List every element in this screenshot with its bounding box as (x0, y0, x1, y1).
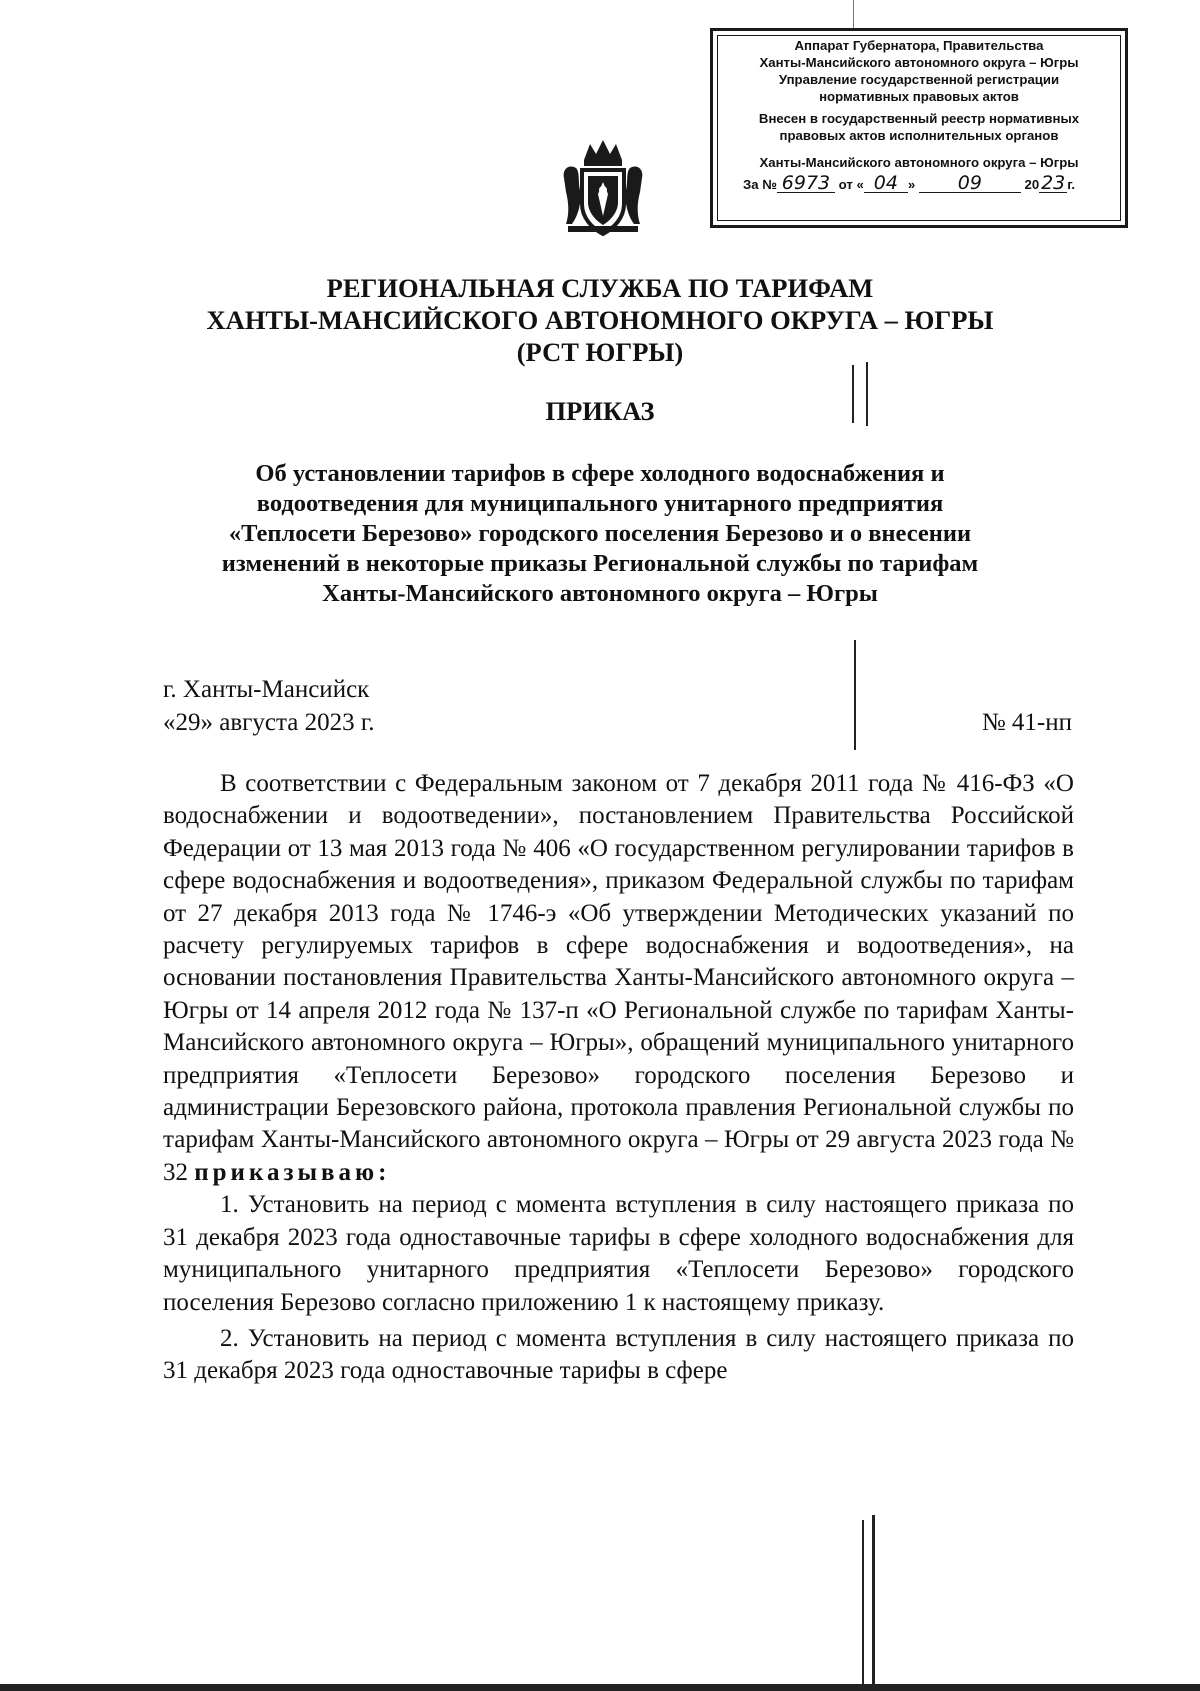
subject-line: Ханты-Мансийского автономного округа – Югры (322, 580, 878, 607)
scan-artifact-line (862, 1520, 864, 1690)
org-short-name: (РСТ ЮГРЫ) (516, 337, 684, 367)
preamble-paragraph (163, 768, 1074, 1189)
stamp-year-prefix: 20 (1024, 177, 1040, 192)
order-item-1: 1. Установить на период с момента вступления в силу настоящего приказа по 31 декабря 2023 года одноставочные тарифы в сфере холодного водоснабжения для муниципального унитарного предприятия «Теплосети Березово» городского поселения Березово согласно приложению 1 к настоящему приказу. (163, 1191, 1074, 1316)
registration-stamp (710, 28, 1128, 228)
stamp-reg-number: 6973 (777, 175, 835, 193)
scan-artifact-line (872, 1515, 875, 1691)
stamp-year-suffix: 23 (1041, 172, 1066, 194)
order-subject (0, 459, 1200, 609)
order-word: приказываю: (194, 1158, 391, 1186)
stamp-registration-line (713, 172, 1125, 194)
stamp-month: 09 (919, 175, 1021, 193)
stamp-text: нормативных правовых актов (819, 89, 1019, 104)
stamp-text: Ханты-Мансийского автономного округа – Югры (759, 55, 1079, 70)
document-type-title: ПРИКАЗ (545, 396, 655, 426)
scan-artifact-line (854, 640, 856, 750)
stamp-year-end: г. (1067, 177, 1076, 192)
issue-date: «29» августа 2023 г. (163, 709, 375, 736)
scan-artifact-line (853, 0, 854, 28)
organization-header (0, 272, 1200, 368)
stamp-text: правовых актов исполнительных органов (779, 128, 1059, 143)
org-name-line: РЕГИОНАЛЬНАЯ СЛУЖБА ПО ТАРИФАМ (326, 273, 874, 303)
stamp-reg-prefix: За № (743, 177, 777, 192)
org-name-line: ХАНТЫ-МАНСИЙСКОГО АВТОНОМНОГО ОКРУГА – ЮГРЫ (206, 305, 994, 335)
order-body (163, 768, 1074, 1388)
stamp-text: Ханты-Мансийского автономного округа – Югры (759, 155, 1079, 170)
scan-bottom-edge (0, 1684, 1200, 1691)
stamp-text: Внесен в государственный реестр нормативных (758, 111, 1080, 126)
subject-line: «Теплосети Березово» городского поселения Березово и о внесении (228, 520, 972, 547)
stamp-from-label: от « (838, 177, 864, 192)
stamp-text: Аппарат Губернатора, Правительства (794, 38, 1044, 53)
issue-place: г. Ханты-Мансийск (163, 676, 370, 703)
subject-line: изменений в некоторые приказы Региональной службы по тарифам (221, 550, 979, 577)
preamble-text: В соответствии с Федеральным законом от 7 декабря 2011 года № 416-ФЗ «О водоснабжении и водоотведении», постановлением Правительства Российской Федерации от 13 мая 2013 года № 406 «О государственном регулировании тарифов в сфере водоснабжения и водоотведения», приказом Федеральной службы по тарифам от 27 декабря 2013 года № 1746-э «Об утверждении Методических указаний по расчету регулируемых тарифов в сфере водоснабжения и водоотведения», на основании постановления Правительства Ханты-Мансийского автономного округа – Югры от 14 апреля 2012 года № 137-п «О Региональной службе по тарифам Ханты-Мансийского автономного округа – Югры», обращений муниципального унитарного предприятия «Теплосети Березово» городского поселения Березово и администрации Березовского района, протокола правления Региональной службы по тарифам Ханты-Мансийского автономного округа – Югры от 29 августа 2023 года № 32 (163, 770, 1074, 1186)
stamp-text: Управление государственной регистрации (778, 72, 1060, 87)
coat-of-arms-icon (560, 138, 646, 238)
stamp-month-sep: » (907, 177, 916, 192)
stamp-day: 04 (864, 175, 908, 193)
subject-line: водоотведения для муниципального унитарного предприятия (256, 490, 944, 517)
order-number: № 41-нп (981, 709, 1072, 736)
subject-line: Об установлении тарифов в сфере холодного водоснабжения и (255, 460, 945, 487)
order-item-2: 2. Установить на период с момента вступления в силу настоящего приказа по 31 декабря 2023 года одноставочные тарифы в сфере (163, 1324, 1074, 1385)
